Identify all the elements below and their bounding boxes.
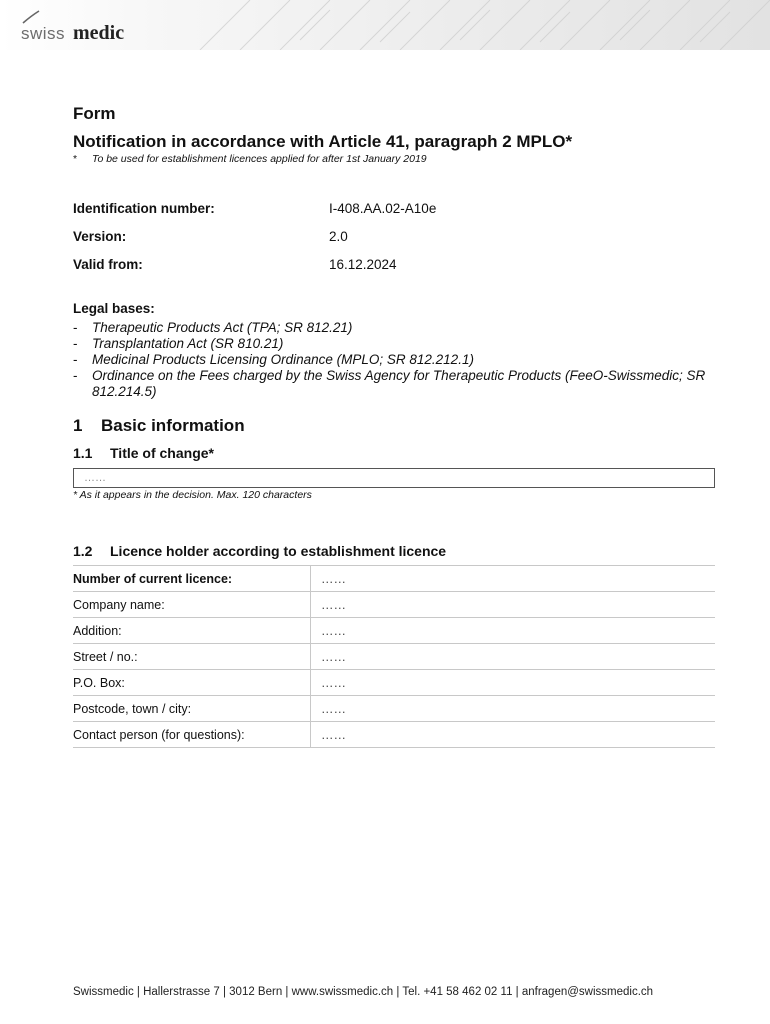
row-label: Addition: [73, 618, 311, 644]
legal-basis-item: - Medicinal Products Licensing Ordinance (MPLO; SR 812.212.1) [73, 352, 723, 368]
subsection-title: Title of change* [110, 445, 214, 461]
row-value-field[interactable]: …… [311, 644, 716, 670]
row-value-field[interactable]: …… [311, 696, 716, 722]
legal-basis-item: - Ordinance on the Fees charged by the Swiss Agency for Therapeutic Products (FeeO-Swissmedic; SR 812.214.5) [73, 368, 723, 400]
header-band [0, 0, 770, 50]
row-value-field[interactable]: …… [311, 618, 716, 644]
title-of-change-value: …… [84, 472, 106, 484]
meta-label: Valid from: [73, 257, 143, 272]
section-1-heading [73, 416, 245, 436]
logo-text-medic: medic [73, 22, 125, 44]
usage-note [73, 153, 427, 165]
document-title: Notification in accordance with Article 41, paragraph 2 MPLO* [73, 132, 573, 151]
form-heading: Form [73, 104, 116, 123]
logo-mark-icon [21, 10, 41, 24]
subsection-number: 1.2 [73, 543, 93, 559]
row-label: P.O. Box: [73, 670, 311, 696]
subsection-number: 1.1 [73, 445, 93, 461]
title-of-change-field[interactable] [73, 468, 715, 488]
meta-value: 2.0 [329, 229, 348, 244]
row-value-field[interactable]: …… [311, 722, 716, 748]
row-value-field[interactable]: …… [311, 566, 716, 592]
section-number: 1 [73, 416, 83, 435]
row-label: Postcode, town / city: [73, 696, 311, 722]
legal-basis-item: - Transplantation Act (SR 810.21) [73, 336, 723, 352]
subsection-1-1-heading [73, 445, 214, 461]
table-row [73, 670, 715, 696]
table-row [73, 618, 715, 644]
row-label: Company name: [73, 592, 311, 618]
row-value-field[interactable]: …… [311, 592, 716, 618]
meta-value: I-408.AA.02-A10e [329, 201, 437, 216]
row-label: Number of current licence: [73, 566, 311, 592]
legal-bases-heading: Legal bases: [73, 301, 155, 316]
usage-note-text: To be used for establishment licences applied for after 1st January 2019 [92, 153, 427, 165]
title-of-change-note: * As it appears in the decision. Max. 120 characters [73, 489, 312, 501]
page-footer: Swissmedic | Hallerstrasse 7 | 3012 Bern | www.swissmedic.ch | Tel. +41 58 462 02 11 | anfragen@swissmedic.ch [73, 986, 654, 998]
table-row [73, 566, 715, 592]
meta-label: Version: [73, 229, 127, 244]
subsection-title: Licence holder according to establishment licence [110, 543, 447, 559]
subsection-1-2-heading [73, 543, 446, 559]
row-label: Street / no.: [73, 644, 311, 670]
licence-holder-table [73, 565, 715, 748]
table-row [73, 722, 715, 748]
legal-bases-list [73, 320, 723, 400]
logo-text-swiss: swiss [21, 24, 66, 43]
usage-note-star: * [73, 153, 78, 165]
table-row [73, 592, 715, 618]
table-row [73, 696, 715, 722]
legal-basis-item: - Therapeutic Products Act (TPA; SR 812.21) [73, 320, 723, 336]
table-row [73, 644, 715, 670]
meta-label: Identification number: [73, 201, 215, 216]
section-title: Basic information [101, 416, 245, 435]
row-label: Contact person (for questions): [73, 722, 311, 748]
row-value-field[interactable]: …… [311, 670, 716, 696]
meta-value: 16.12.2024 [329, 257, 397, 272]
